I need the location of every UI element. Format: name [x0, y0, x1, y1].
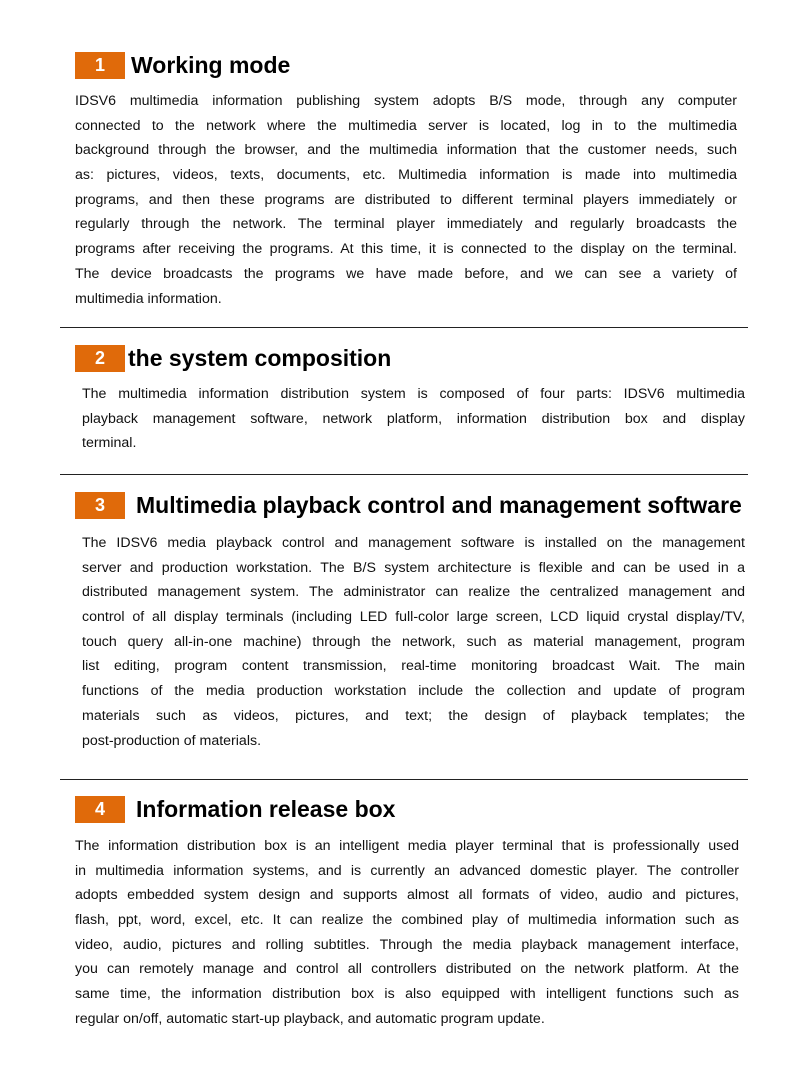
text-line: touch query all-in-one machine) through the network, such as material management, program	[82, 633, 745, 650]
section-body	[82, 382, 745, 456]
text-line: same time, the information distribution box is also equipped with intelligent functions such as	[75, 986, 739, 1003]
section-body	[75, 834, 739, 1032]
text-line: IDSV6 multimedia information publishing system adopts B/S mode, through any computer	[75, 93, 737, 109]
text-line: server and production workstation. The B/S system architecture is flexible and can be used in a	[82, 559, 745, 576]
text-line: video, audio, pictures and rolling subtitles. Through the media playback management interface,	[75, 936, 739, 953]
text-line: you can remotely manage and control all controllers distributed on the network platform. At the	[75, 961, 739, 978]
section-number-badge: 3	[75, 492, 125, 519]
section-heading: Working mode	[131, 52, 291, 78]
text-line: connected to the network where the multimedia server is located, log in to the multimedia	[75, 117, 737, 134]
divider	[60, 474, 748, 475]
text-line: terminal.	[82, 435, 137, 452]
section-body	[82, 531, 745, 753]
text-line: distributed management system. The administrator can realize the centralized management and	[82, 584, 745, 601]
text-line: The information distribution box is an intelligent media player terminal that is professionally used	[75, 838, 739, 854]
text-line: functions of the media production workstation include the collection and update of program	[82, 683, 745, 700]
text-line: regularly through the network. The terminal player immediately and regularly broadcasts the	[75, 216, 737, 233]
text-line: in multimedia information systems, and is currently an advanced domestic player. The controller	[75, 862, 739, 879]
section-number-badge: 4	[75, 796, 125, 823]
text-line: materials such as videos, pictures, and text; the design of playback templates; the	[82, 707, 745, 724]
text-line: control of all display terminals (including LED full-color large screen, LCD liquid crystal display/TV,	[82, 609, 745, 626]
text-line: list editing, program content transmission, real-time monitoring broadcast Wait. The main	[82, 658, 745, 675]
text-line: regular on/off, automatic start-up playback, and automatic program update.	[75, 1010, 545, 1027]
section-number-badge: 2	[75, 345, 125, 372]
text-line: playback management software, network platform, information distribution box and display	[82, 410, 745, 427]
text-line: flash, ppt, word, excel, etc. It can realize the combined play of multimedia information such as	[75, 912, 739, 929]
text-line: background through the browser, and the multimedia information that the customer needs, such	[75, 142, 737, 159]
section-heading: the system composition	[128, 345, 392, 371]
section-heading: Information release box	[136, 796, 396, 822]
text-line: The device broadcasts the programs we have made before, and we can see a variety of	[75, 265, 737, 282]
text-line: programs, and then these programs are distributed to different terminal players immediately or	[75, 191, 737, 208]
text-line: adopts embedded system design and supports almost all formats of video, audio and pictures,	[75, 887, 739, 904]
text-line: as: pictures, videos, texts, documents, etc. Multimedia information is made into multimedia	[75, 167, 737, 184]
text-line: programs after receiving the programs. At this time, it is connected to the display on the terminal.	[75, 241, 737, 258]
text-line: The multimedia information distribution system is composed of four parts: IDSV6 multimedia	[82, 386, 745, 402]
section-body	[75, 89, 737, 311]
divider	[60, 779, 748, 780]
divider	[60, 327, 748, 328]
section-number-badge: 1	[75, 52, 125, 79]
text-line: post-production of materials.	[82, 732, 262, 749]
text-line: multimedia information.	[75, 290, 222, 307]
section-heading: Multimedia playback control and management software	[136, 492, 742, 518]
text-line: The IDSV6 media playback control and management software is installed on the management	[82, 535, 745, 551]
